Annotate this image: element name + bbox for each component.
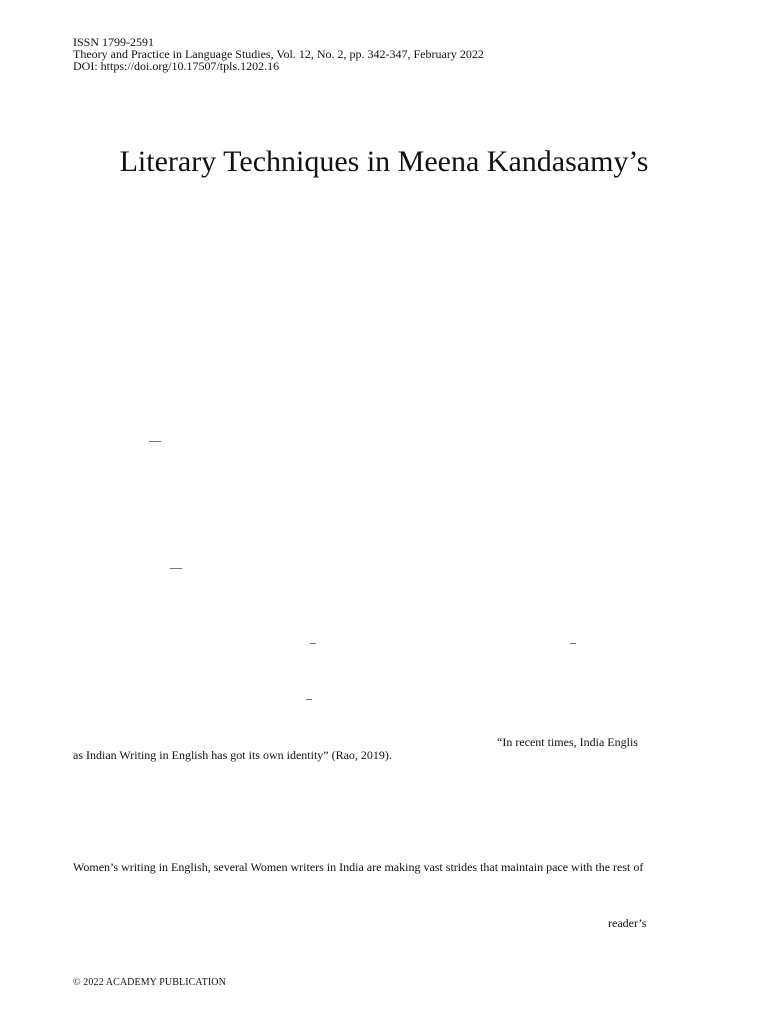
em-dash-fragment: — xyxy=(170,560,182,574)
body-text-line: Women’s writing in English, several Women writers in India are making vast strides that maintain pace with the rest of xyxy=(73,860,644,874)
copyright-footer: © 2022 ACADEMY PUBLICATION xyxy=(73,977,226,988)
issn-line: ISSN 1799-2591 xyxy=(73,35,155,49)
doi-line: DOI: https://doi.org/10.17507/tpls.1202.16 xyxy=(73,59,280,73)
article-title: Literary Techniques in Meena Kandasamy’s xyxy=(119,145,649,178)
quote-text-line: as Indian Writing in English has got its own identity” (Rao, 2019). xyxy=(73,748,392,762)
body-text-fragment: reader’s xyxy=(608,916,647,930)
em-dash-fragment: — xyxy=(149,433,161,447)
en-dash-fragment: – xyxy=(306,691,312,705)
en-dash-fragment: – xyxy=(570,635,576,649)
journal-citation-line: Theory and Practice in Language Studies, Vol. 12, No. 2, pp. 342-347, February 2022 xyxy=(73,47,484,61)
en-dash-fragment: – xyxy=(310,635,316,649)
quote-text-fragment: “In recent times, India Englis xyxy=(497,735,638,749)
